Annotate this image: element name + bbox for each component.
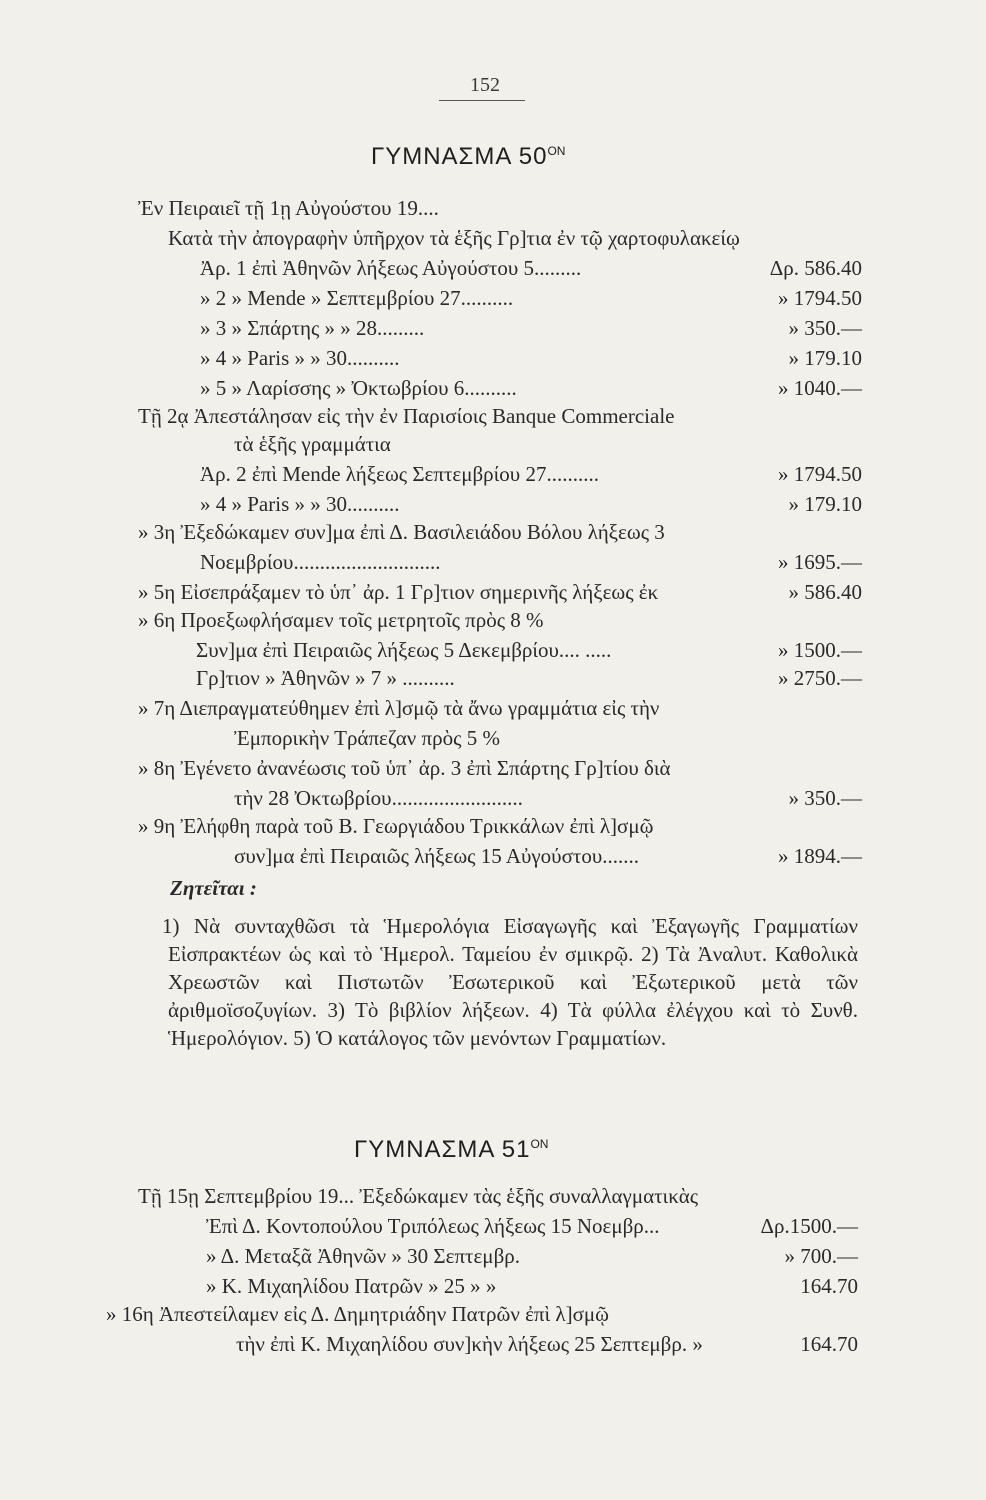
text-line: » 8η Ἐγένετο ἀνανέωσις τοῦ ὑπ᾽ ἀρ. 3 ἐπὶ Σπάρτης Γρ]τίου διὰ: [138, 756, 671, 780]
text-line: Ἐν Πειραιεῖ τῇ 1ῃ Αὐγούστου 19....: [138, 196, 439, 220]
text-line: » 6η Προεξωφλήσαμεν τοῖς μετρητοῖς πρὸς 8 %: [138, 608, 544, 632]
text-line: Τῇ 15ῃ Σεπτεμβρίου 19... Ἐξεδώκαμεν τὰς ἑξῆς συναλλαγματικὰς: [138, 1184, 699, 1208]
text-line: συν]μα ἐπὶ Πειραιῶς λήξεως 15 Αὐγούστου.......: [234, 844, 639, 868]
amount: 164.70: [800, 1274, 858, 1298]
text-line: » 5 » Λαρίσσης » Ὀκτωβρίου 6..........: [200, 376, 517, 400]
amount: » 1794.50: [778, 462, 862, 486]
text-line: » 9η Ἐλήφθη παρὰ τοῦ Β. Γεωργιάδου Τρικκάλων ἐπὶ λ]σμῷ: [138, 814, 654, 838]
exercise-51-title: ΓΥΜΝΑΣΜΑ $51^{ON}$: [354, 1136, 549, 1163]
text-line: » Κ. Μιχαηλίδου Πατρῶν » 25 » »: [206, 1274, 497, 1298]
exercise-50-title: ΓΥΜΝΑΣΜΑ $50^{ON}$: [371, 143, 566, 170]
amount: » 179.10: [788, 492, 862, 516]
text-line: » 4 » Paris » » 30..........: [200, 492, 400, 516]
text-line: » 5η Εἰσεπράξαμεν τὸ ὑπ᾽ ἀρ. 1 Γρ]τιον σημερινῆς λήξεως ἐκ: [138, 580, 659, 604]
amount: » 1695.—: [778, 550, 862, 574]
text-line: » 3η Ἐξεδώκαμεν συν]μα ἐπὶ Δ. Βασιλειάδου Βόλου λήξεως 3: [138, 520, 665, 544]
text-line: Γρ]τιον » Ἀθηνῶν » 7 » ..........: [196, 666, 455, 690]
requirements-paragraph: 1) Νὰ συνταχθῶσι τὰ Ἡμερολόγια Εἰσαγωγῆς καὶ Ἐξαγωγῆς Γραμματίων Εἰσπρακτέων ὡς καὶ τὸ Ἡμερολ. Ταμείου ἐν σμικρῷ. 2) Τὰ Ἀναλυτ. Καθολικὰ Χρεωστῶν καὶ Πιστωτῶν Ἐσωτερικοῦ καὶ Ἐξωτερικοῦ μετὰ τῶν ἀριθμοϊσοζυγίων. 3) Τὸ βιβλίον λήξεων. 4) Τὰ φύλλα ἐλέγχου καὶ τὸ Συνθ. Ἡμερολόγιον. 5) Ὁ κατάλογος τῶν μενόντων Γραμματίων.: [162, 914, 858, 1050]
amount: » 2750.—: [778, 666, 862, 690]
text-line: τὰ ἑξῆς γραμμάτια: [234, 432, 391, 456]
text-line: Νοεμβρίου............................: [200, 550, 441, 574]
amount: » 350.—: [788, 316, 862, 340]
amount: » 1500.—: [778, 638, 862, 662]
amount: » 1894.—: [778, 844, 862, 868]
page-number: 152: [470, 74, 500, 96]
text-line: τὴν 28 Ὀκτωβρίου.........................: [234, 786, 523, 810]
amount: Δρ. 586.40: [769, 256, 862, 280]
text-line: » 7η Διεπραγματεύθημεν ἐπὶ λ]σμῷ τὰ ἄνω γραμμάτια εἰς τὴν: [138, 696, 660, 720]
zeteitai-label: Ζητεῖται :: [170, 876, 257, 900]
amount: » 1794.50: [778, 286, 862, 310]
text-line: » 2 » Mende » Σεπτεμβρίου 27..........: [200, 286, 514, 310]
amount: » 1040.—: [778, 376, 862, 400]
text-line: » Δ. Μεταξᾶ Ἀθηνῶν » 30 Σεπτεμβρ.: [206, 1244, 520, 1268]
text-line: Τῇ 2ᾳ Ἀπεστάλησαν εἰς τὴν ἐν Παρισίοις Banque Commerciale: [138, 404, 675, 428]
text-line: Συν]μα ἐπὶ Πειραιῶς λήξεως 5 Δεκεμβρίου.... .....: [196, 638, 612, 662]
text-line: Ἀρ. 2 ἐπὶ Mende λήξεως Σεπτεμβρίου 27..........: [200, 462, 599, 486]
text-line: τὴν ἐπὶ Κ. Μιχαηλίδου συν]κὴν λήξεως 25 Σεπτεμβρ. »: [236, 1332, 703, 1356]
amount: » 700.—: [784, 1244, 858, 1268]
text-line: Ἐμπορικὴν Τράπεζαν πρὸς 5 %: [234, 726, 500, 750]
text-line: » 3 » Σπάρτης » » 28.........: [200, 316, 425, 340]
page-number-rule: [439, 100, 525, 101]
text-line: Κατὰ τὴν ἀπογραφὴν ὑπῆρχον τὰ ἑξῆς Γρ]τια ἐν τῷ χαρτοφυλακείῳ: [168, 226, 740, 250]
amount: Δρ.1500.—: [760, 1214, 858, 1238]
text-line: Ἀρ. 1 ἐπὶ Ἀθηνῶν λήξεως Αὐγούστου 5.........: [200, 256, 582, 280]
text-line: » 16η Ἀπεστείλαμεν εἰς Δ. Δημητριάδην Πατρῶν ἐπὶ λ]σμῷ: [106, 1302, 609, 1326]
text-line: » 4 » Paris » » 30..........: [200, 346, 400, 370]
amount: » 586.40: [788, 580, 862, 604]
amount: 164.70: [800, 1332, 858, 1356]
amount: » 350.—: [788, 786, 862, 810]
text-line: Ἐπὶ Δ. Κοντοπούλου Τριπόλεως λήξεως 15 Νοεμβρ...: [206, 1214, 660, 1238]
amount: » 179.10: [788, 346, 862, 370]
